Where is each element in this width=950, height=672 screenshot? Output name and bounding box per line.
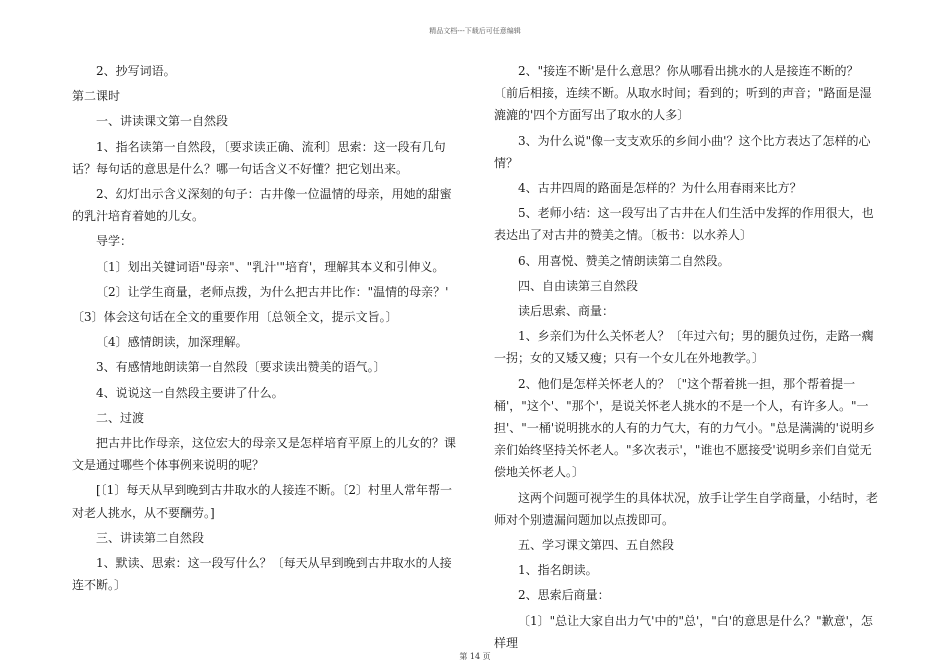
left-column [72,60,456,599]
paragraph: 6、用喜悦、赞美之情朗读第二自然段。 [518,253,730,268]
paragraph: 〔1〕"总让大家自出力气'中的"总'，"白'的意思是什么？"歉意'，怎样理 [494,613,873,650]
paragraph: 4、古井四周的路面是怎样的？为什么用春雨来比方？ [518,181,802,196]
paragraph: 2、幻灯出示含义深刻的句子：古井像一位温情的母亲，用她的甜蜜的乳汁培育着她的儿女。 [72,187,452,224]
paragraph: 三、讲读第二自然段 [96,530,205,545]
paragraph: 一、讲读课文第一自然段 [96,114,229,129]
paragraph: 〔4〕感情朗读，加深理解。 [96,335,248,350]
paragraph: 2、"接连不断'是什么意思？你从哪看出挑水的人是接连不断的？〔前后相接，连续不断。从取水时间；看到的；听到的声音；"路面是湿漉漉的'四个方面写出了取水的人多〕 [494,64,872,123]
paragraph: [〔1〕每天从早到晚到古井取水的人接连不断。〔2〕村里人常年帮一对老人挑水，从不要酬劳。] [72,483,452,520]
paragraph: 2、抄写词语。 [96,64,176,78]
paragraph: 〔1〕划出关键词语"母亲"、"乳汁'"培育'，理解其本义和引伸义。 [96,259,445,274]
paragraph: 二、过渡 [96,410,145,425]
page-number: 第 14 页 [459,652,491,661]
right-column [494,60,878,657]
paragraph: 1、默读、思索：这一段写什么？〔每天从早到晚到古井取水的人接连不断。〕 [72,556,452,593]
paragraph: 5、老师小结：这一段写出了古井在人们生活中发挥的作用很大，也表达出了对古井的赞美之情。〔板书：以水养人〕 [494,206,874,243]
paragraph: 把古井比作母亲，这位宏大的母亲又是怎样培育平原上的儿女的？课文是通过哪些个体事例来说明的呢？ [72,436,457,473]
paragraph: 〔2〕让学生商量，老师点拨，为什么把古井比作："温情的母亲？' [96,284,449,299]
paragraph: 2、他们是怎样关怀老人的？〔"这个帮着挑一担，那个帮着提一桶'，"这个'、"那个'，是说关怀老人挑水的不是一个人，有许多人。"一担'、"一桶'说明挑水的人有的力气大，有的力气小。"总是满满的'说明乡亲们始终坚持关怀老人。"多次表示'，"谁也不愿接受'说明乡亲们自觉无偿地关怀老人。〕 [494,376,875,480]
paragraph: 〔3〕体会这句话在全文的重要作用〔总领全文，提示文旨。〕 [72,310,398,325]
page-header: 精品文档---下载后可任意编辑 [429,27,521,35]
paragraph: 3、为什么说"像一支支欢乐的乡间小曲'？这个比方表达了怎样的心情？ [494,133,871,170]
paragraph: 导学： [96,234,133,249]
paragraph: 4、说说这一自然段主要讲了什么。 [96,385,284,400]
paragraph: 1、乡亲们为什么关怀老人？〔年过六旬；男的腿负过伤，走路一瘸一拐；女的又矮又瘦；只有一个女儿在外地教学。〕 [494,329,874,366]
paragraph: 四、自由读第三自然段 [518,278,639,293]
paragraph: 这两个问题可视学生的具体状况，放手让学生自学商量，小结时，老师对个别遗漏问题加以点拨即可。 [494,490,879,527]
paragraph: 3、有感情地朗读第一自然段〔要求读出赞美的语气。〕 [96,360,386,375]
paragraph: 1、指名朗读。 [518,563,598,578]
paragraph: 2、思索后商量： [518,588,610,603]
paragraph: 1、指名读第一自然段，〔要求读正确、流利〕思索：这一段有几句话？每句话的意思是什么？哪一句话含义不好懂？把它划出来。 [72,139,446,176]
paragraph: 第二课时 [72,89,121,104]
paragraph: 五、学习课文第四、五自然段 [518,538,675,553]
paragraph: 读后思索、商量： [518,304,615,319]
